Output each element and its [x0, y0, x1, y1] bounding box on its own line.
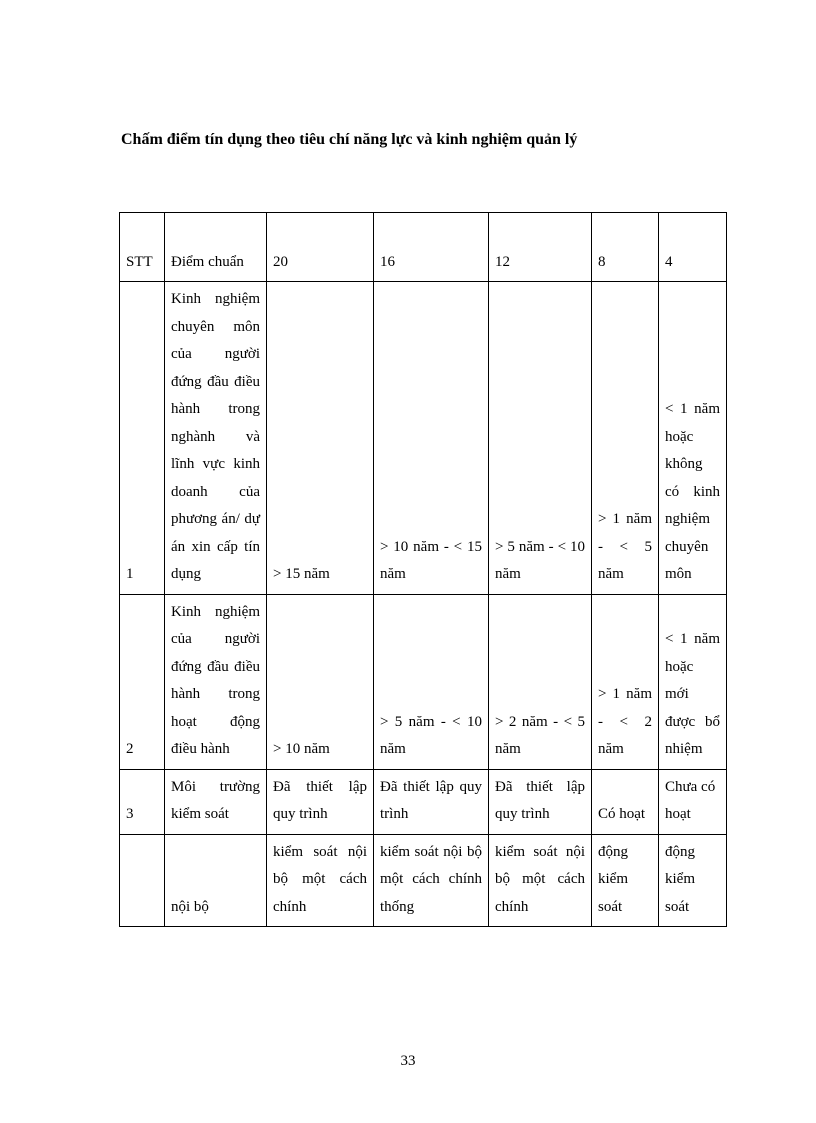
row-stt: [120, 834, 165, 927]
row-stt: 2: [120, 594, 165, 769]
row-score-4: động kiểm soát: [659, 834, 727, 927]
row-score-4: Chưa có hoạt: [659, 769, 727, 834]
header-score-4: 4: [659, 213, 727, 282]
header-score-16: 16: [374, 213, 489, 282]
row-score-4: < 1 năm hoặc không có kinh nghiệm chuyên môn: [659, 282, 727, 595]
row-score-16: Đã thiết lập quy trình: [374, 769, 489, 834]
row-score-4: < 1 năm hoặc mới được bổ nhiệm: [659, 594, 727, 769]
credit-scoring-table: [119, 212, 727, 927]
row-score-20: Đã thiết lập quy trình: [267, 769, 374, 834]
row-score-12: Đã thiết lập quy trình: [489, 769, 592, 834]
row-score-20: > 10 năm: [267, 594, 374, 769]
row-criterion: nội bộ: [165, 834, 267, 927]
row-stt: 1: [120, 282, 165, 595]
table-row: [120, 594, 727, 769]
header-stt: STT: [120, 213, 165, 282]
header-score-8: 8: [592, 213, 659, 282]
header-benchmark: Điểm chuẩn: [165, 213, 267, 282]
row-score-8: > 1 năm - < 2 năm: [592, 594, 659, 769]
row-criterion: Môi trường kiểm soát: [165, 769, 267, 834]
row-score-16: kiểm soát nội bộ một cách chính thống: [374, 834, 489, 927]
row-score-12: > 5 năm - < 10 năm: [489, 282, 592, 595]
row-score-12: kiểm soát nội bộ một cách chính: [489, 834, 592, 927]
table-header-row: [120, 213, 727, 282]
document-title: Chấm điểm tín dụng theo tiêu chí năng lực và kinh nghiệm quản lý: [121, 131, 578, 148]
header-score-12: 12: [489, 213, 592, 282]
table-row: [120, 769, 727, 834]
row-score-16: > 5 năm - < 10 năm: [374, 594, 489, 769]
row-score-20: > 15 năm: [267, 282, 374, 595]
row-score-8: Có hoạt: [592, 769, 659, 834]
row-score-16: > 10 năm - < 15 năm: [374, 282, 489, 595]
row-score-12: > 2 năm - < 5 năm: [489, 594, 592, 769]
page-number: 33: [400, 1053, 416, 1069]
row-score-8: > 1 năm - < 5 năm: [592, 282, 659, 595]
row-score-20: kiểm soát nội bộ một cách chính: [267, 834, 374, 927]
row-criterion: Kinh nghiệm của người đứng đầu điều hành trong hoạt động điều hành: [165, 594, 267, 769]
row-score-8: động kiểm soát: [592, 834, 659, 927]
row-stt: 3: [120, 769, 165, 834]
header-score-20: 20: [267, 213, 374, 282]
table-row: [120, 834, 727, 927]
row-criterion: Kinh nghiệm chuyên môn của người đứng đầu điều hành trong nghành và lĩnh vực kinh doanh của phương án/ dự án xin cấp tín dụng: [165, 282, 267, 595]
table-row: [120, 282, 727, 595]
